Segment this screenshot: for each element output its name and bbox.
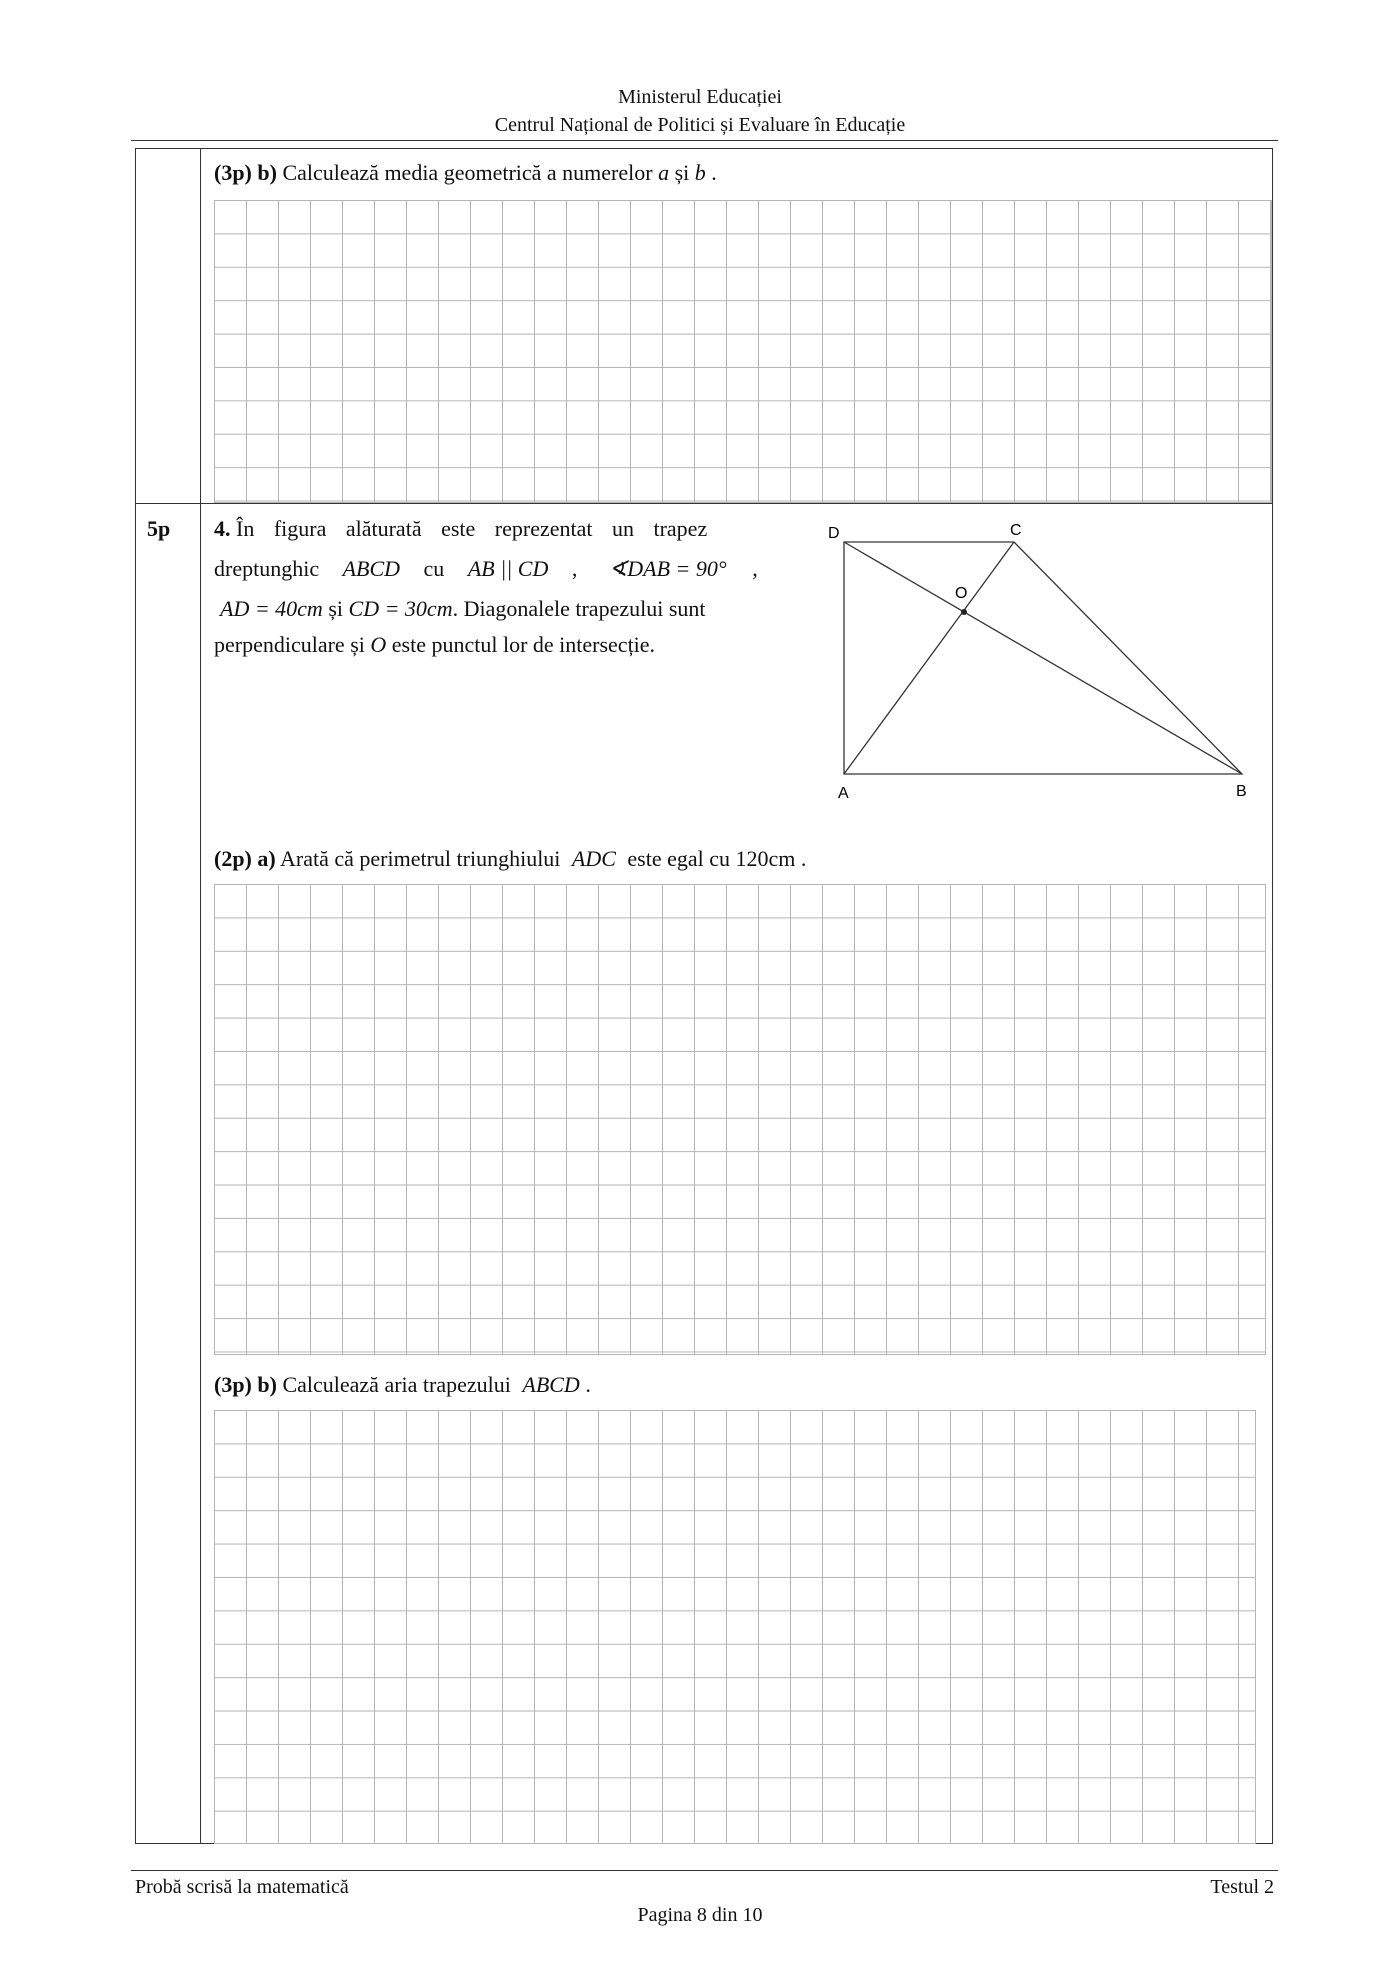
problem-4-line4: perpendiculare și O este punctul lor de intersecție.: [214, 632, 656, 657]
footer-page-number: Pagina 8 din 10: [637, 1904, 763, 1926]
problem-4-line2: dreptunghic ABCD cu AB || CD , ∢DAB = 90° ,: [214, 556, 758, 581]
label-d: D: [828, 525, 840, 542]
footer-rule: [131, 1870, 1278, 1871]
label-b: B: [1236, 783, 1247, 800]
score-label: 5p: [147, 516, 171, 541]
diagonal-db: [844, 542, 1242, 774]
footer-test: Testul 2: [1210, 1876, 1274, 1898]
score-column-divider: [200, 148, 201, 1844]
intersection-point-o: [961, 609, 967, 615]
question-3b-text: (3p) b) Calculează media geometrică a numerelor a și b .: [214, 160, 717, 185]
answer-grid-3b[interactable]: [214, 200, 1272, 503]
answer-grid-4a[interactable]: [214, 884, 1266, 1355]
problem-4-line1: 4. În figura alăturată este reprezentat un trapez: [214, 516, 708, 541]
diagonal-ac: [844, 542, 1014, 774]
answer-grid-4b[interactable]: [214, 1410, 1256, 1844]
question-4a-text: (2p) a) Arată că perimetrul triunghiului ADC este egal cu 120cm .: [214, 846, 807, 871]
label-c: C: [1010, 522, 1022, 539]
problem-4-line3: AD = 40cm și CD = 30cm. Diagonalele trapezului sunt: [220, 596, 706, 621]
label-a: A: [838, 785, 849, 800]
question-4b-text: (3p) b) Calculează aria trapezului ABCD .: [214, 1372, 591, 1397]
header-rule: [131, 140, 1278, 141]
header-center: Centrul Național de Politici și Evaluare în Educație: [494, 114, 906, 136]
header-ministry: Ministerul Educației: [618, 86, 782, 108]
row-separator: [135, 503, 1273, 504]
trapezoid-figure: [820, 520, 1260, 800]
footer-subject: Probă scrisă la matematică: [135, 1876, 349, 1898]
label-o: O: [955, 585, 968, 602]
